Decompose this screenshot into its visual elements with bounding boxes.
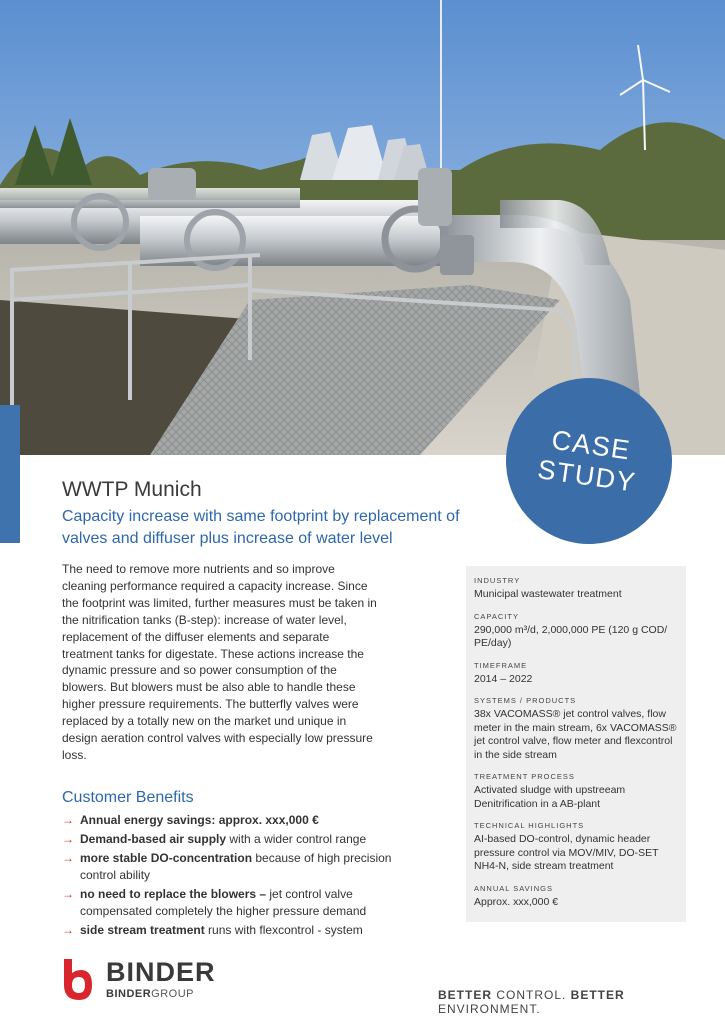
tagline [438, 988, 725, 1016]
binder-logo-icon [60, 957, 94, 1001]
accent-side-bar [0, 405, 20, 543]
fact-systems [466, 696, 686, 762]
fact-label: SYSTEMS / PRODUCTS [474, 696, 577, 705]
benefit-item [62, 831, 392, 848]
fact-value: 38x VACOMASS® jet control valves, flow meter in the main stream, 6x VACOMASS® jet control valve, flow meter and flexcontrol in the side stream [474, 708, 677, 761]
page-subtitle: Capacity increase with same footprint by replacement of valves and diffuser plus increase of water level [62, 508, 460, 547]
fact-value: 2014 – 2022 [474, 672, 533, 685]
benefit-text: with a wider control range [226, 832, 367, 846]
fact-label: INDUSTRY [474, 576, 521, 585]
benefit-text: jet control valve compensated completely the higher pressure demand [80, 887, 367, 918]
benefit-bold: Demand-based air supply [80, 832, 227, 846]
fact-value: Activated sludge with upstreeam Denitrification in a AB-plant [474, 784, 626, 810]
benefit-bold: Annual energy savings: approx. xxx,000 € [80, 813, 319, 827]
arrow-right-icon: → [62, 887, 74, 901]
logo-group-rest: GROUP [151, 988, 195, 1000]
logo-group-bold: BINDER [106, 988, 152, 1000]
benefit-item [62, 922, 392, 939]
benefit-item [62, 886, 392, 920]
benefit-bold: side stream treatment [80, 923, 205, 937]
benefit-bold: no need to replace the blowers – [80, 887, 270, 901]
arrow-right-icon: → [62, 813, 74, 827]
tagline-part-2: CONTROL. [492, 988, 571, 1002]
fact-process [466, 772, 686, 811]
fact-value: Municipal wastewater treatment [474, 588, 622, 600]
fact-label: TIMEFRAME [474, 660, 528, 670]
badge-line-1: CASE [549, 424, 633, 466]
fact-value: 290,000 m³/d, 2,000,000 PE (120 g COD/ PE/day) [474, 623, 668, 649]
fact-value: Approx. xxx,000 € [474, 895, 559, 908]
fact-savings [466, 884, 686, 910]
fact-highlights [466, 821, 686, 874]
binder-logo [60, 955, 240, 1005]
logo-name: BINDER [106, 957, 216, 987]
benefit-item [62, 850, 392, 884]
fact-label: ANNUAL SAVINGS [474, 883, 554, 893]
fact-timeframe [466, 661, 686, 687]
benefit-item [62, 812, 392, 829]
fact-label: TECHNICAL HIGHLIGHTS [474, 821, 585, 830]
benefit-text: because of high precision control ability [80, 851, 392, 882]
fact-label: TREATMENT PROCESS [474, 772, 575, 781]
page-title: WWTP Munich [62, 478, 202, 501]
tagline-part-4: ENVIRONMENT. [438, 1002, 541, 1016]
tagline-part-1: BETTER [438, 988, 492, 1002]
benefit-text: runs with flexcontrol - system [204, 923, 363, 937]
intro-paragraph: The need to remove more nutrients and so improve cleaning performance required a capacity increase. Since the footprint was limited, further measures must be taken in the nitrification tanks (B-step): increase of water level, replacement of the diffuser elements and separate treatment tanks for digestate. These actions increase the dynamic pressure and so power consumption of the blowers. But blowers must be also able to handle these higher pressure requirements. The butterfly valves were replaced by a totally new on the market und unique in design aeration control valves with especially low pressure loss. [62, 562, 377, 762]
arrow-right-icon: → [62, 923, 74, 937]
fact-capacity [466, 612, 686, 651]
fact-label: CAPACITY [474, 611, 519, 621]
benefits-list [62, 812, 392, 941]
fact-industry [466, 576, 686, 602]
benefits-title: Customer Benefits [62, 789, 194, 806]
benefit-bold: more stable DO-concentration [80, 851, 253, 865]
logo-group [106, 988, 194, 1000]
arrow-right-icon: → [62, 832, 74, 846]
fact-value: AI-based DO-control, dynamic header pressure control via MOV/MIV, DO-SET NH4-N, side stream treatment [474, 833, 659, 872]
arrow-right-icon: → [62, 851, 74, 865]
tagline-part-3: BETTER [570, 988, 625, 1002]
facts-panel [466, 566, 686, 922]
badge-line-2: STUDY [535, 454, 639, 498]
